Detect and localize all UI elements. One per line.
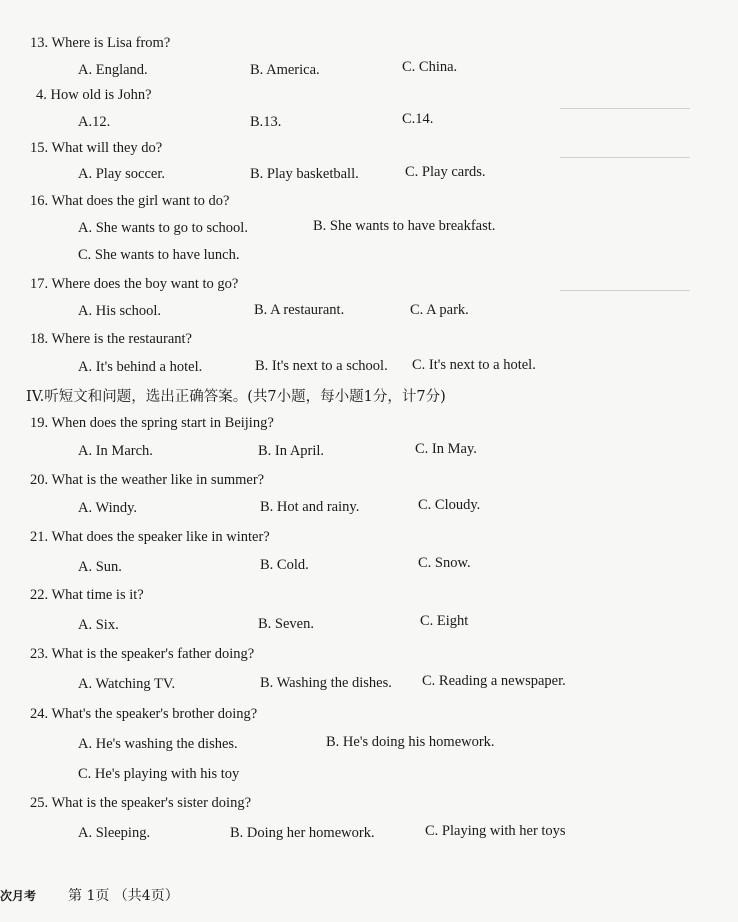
option-a: A. Watching TV.: [78, 676, 176, 692]
question-13: 13. Where is Lisa from?: [30, 35, 171, 51]
option-a: A. Sun.: [78, 559, 122, 575]
question-18: 18. Where is the restaurant?: [30, 331, 192, 347]
question-19: 19. When does the spring start in Beijing?: [30, 415, 274, 431]
option-b: B. A restaurant.: [254, 302, 345, 318]
option-c: C. It's next to a hotel.: [412, 357, 536, 373]
option-c: C. Reading a newspaper.: [422, 673, 566, 689]
option-c: C. She wants to have lunch.: [78, 247, 240, 263]
option-a: A. He's washing the dishes.: [78, 736, 238, 752]
question-23: 23. What is the speaker's father doing?: [30, 646, 255, 662]
option-c: C. A park.: [410, 302, 469, 318]
option-a: A. Play soccer.: [78, 166, 165, 182]
option-c: C. Snow.: [418, 555, 471, 571]
question-21: 21. What does the speaker like in winter?: [30, 529, 270, 545]
question-22: 22. What time is it?: [30, 587, 144, 603]
section-iv-heading: IV.听短文和问题，选出正确答案。(共7小题，每小题1分，计7分): [26, 389, 446, 405]
option-a: A. It's behind a hotel.: [78, 359, 203, 375]
option-b: B. Washing the dishes.: [260, 675, 392, 691]
option-b: B. Play basketball.: [250, 166, 359, 182]
option-c: C. Eight: [420, 613, 469, 629]
option-a: A. Sleeping.: [78, 825, 151, 841]
question-16: 16. What does the girl want to do?: [30, 193, 230, 209]
bleed-line: [560, 108, 690, 109]
option-c: C. In May.: [415, 441, 477, 457]
option-b: B. She wants to have breakfast.: [313, 218, 496, 234]
question-20: 20. What is the weather like in summer?: [30, 472, 265, 488]
page-number: 第 1页 （共4页）: [68, 888, 179, 904]
question-17: 17. Where does the boy want to go?: [30, 276, 239, 292]
option-b: B. Seven.: [258, 616, 314, 632]
option-c: C. China.: [402, 59, 458, 75]
question-15: 15. What will they do?: [30, 140, 163, 156]
option-b: B. He's doing his homework.: [326, 734, 495, 750]
bleed-line: [560, 290, 690, 291]
option-c: C. Playing with her toys: [425, 823, 566, 839]
option-a: A.12.: [78, 114, 111, 130]
exam-name-fragment: 次月考: [0, 889, 37, 903]
option-b: B. Doing her homework.: [230, 825, 375, 841]
question-14: 4. How old is John?: [36, 87, 152, 103]
option-b: B. It's next to a school.: [255, 358, 388, 374]
option-b: B. Cold.: [260, 557, 309, 573]
question-24: 24. What's the speaker's brother doing?: [30, 706, 258, 722]
option-b: B. In April.: [258, 443, 325, 459]
option-a: A. Six.: [78, 617, 119, 633]
option-c: C.14.: [402, 111, 434, 127]
bleed-line: [560, 157, 690, 158]
option-a: A. His school.: [78, 303, 161, 319]
option-a: A. In March.: [78, 443, 153, 459]
option-b: B. America.: [250, 62, 320, 78]
option-a: A. Windy.: [78, 500, 138, 516]
option-c: C. Cloudy.: [418, 497, 481, 513]
option-b: B. Hot and rainy.: [260, 499, 360, 515]
option-a: A. She wants to go to school.: [78, 220, 248, 236]
option-c: C. He's playing with his toy: [78, 766, 240, 782]
option-c: C. Play cards.: [405, 164, 486, 180]
option-b: B.13.: [250, 114, 282, 130]
option-a: A. England.: [78, 62, 148, 78]
question-25: 25. What is the speaker's sister doing?: [30, 795, 252, 811]
